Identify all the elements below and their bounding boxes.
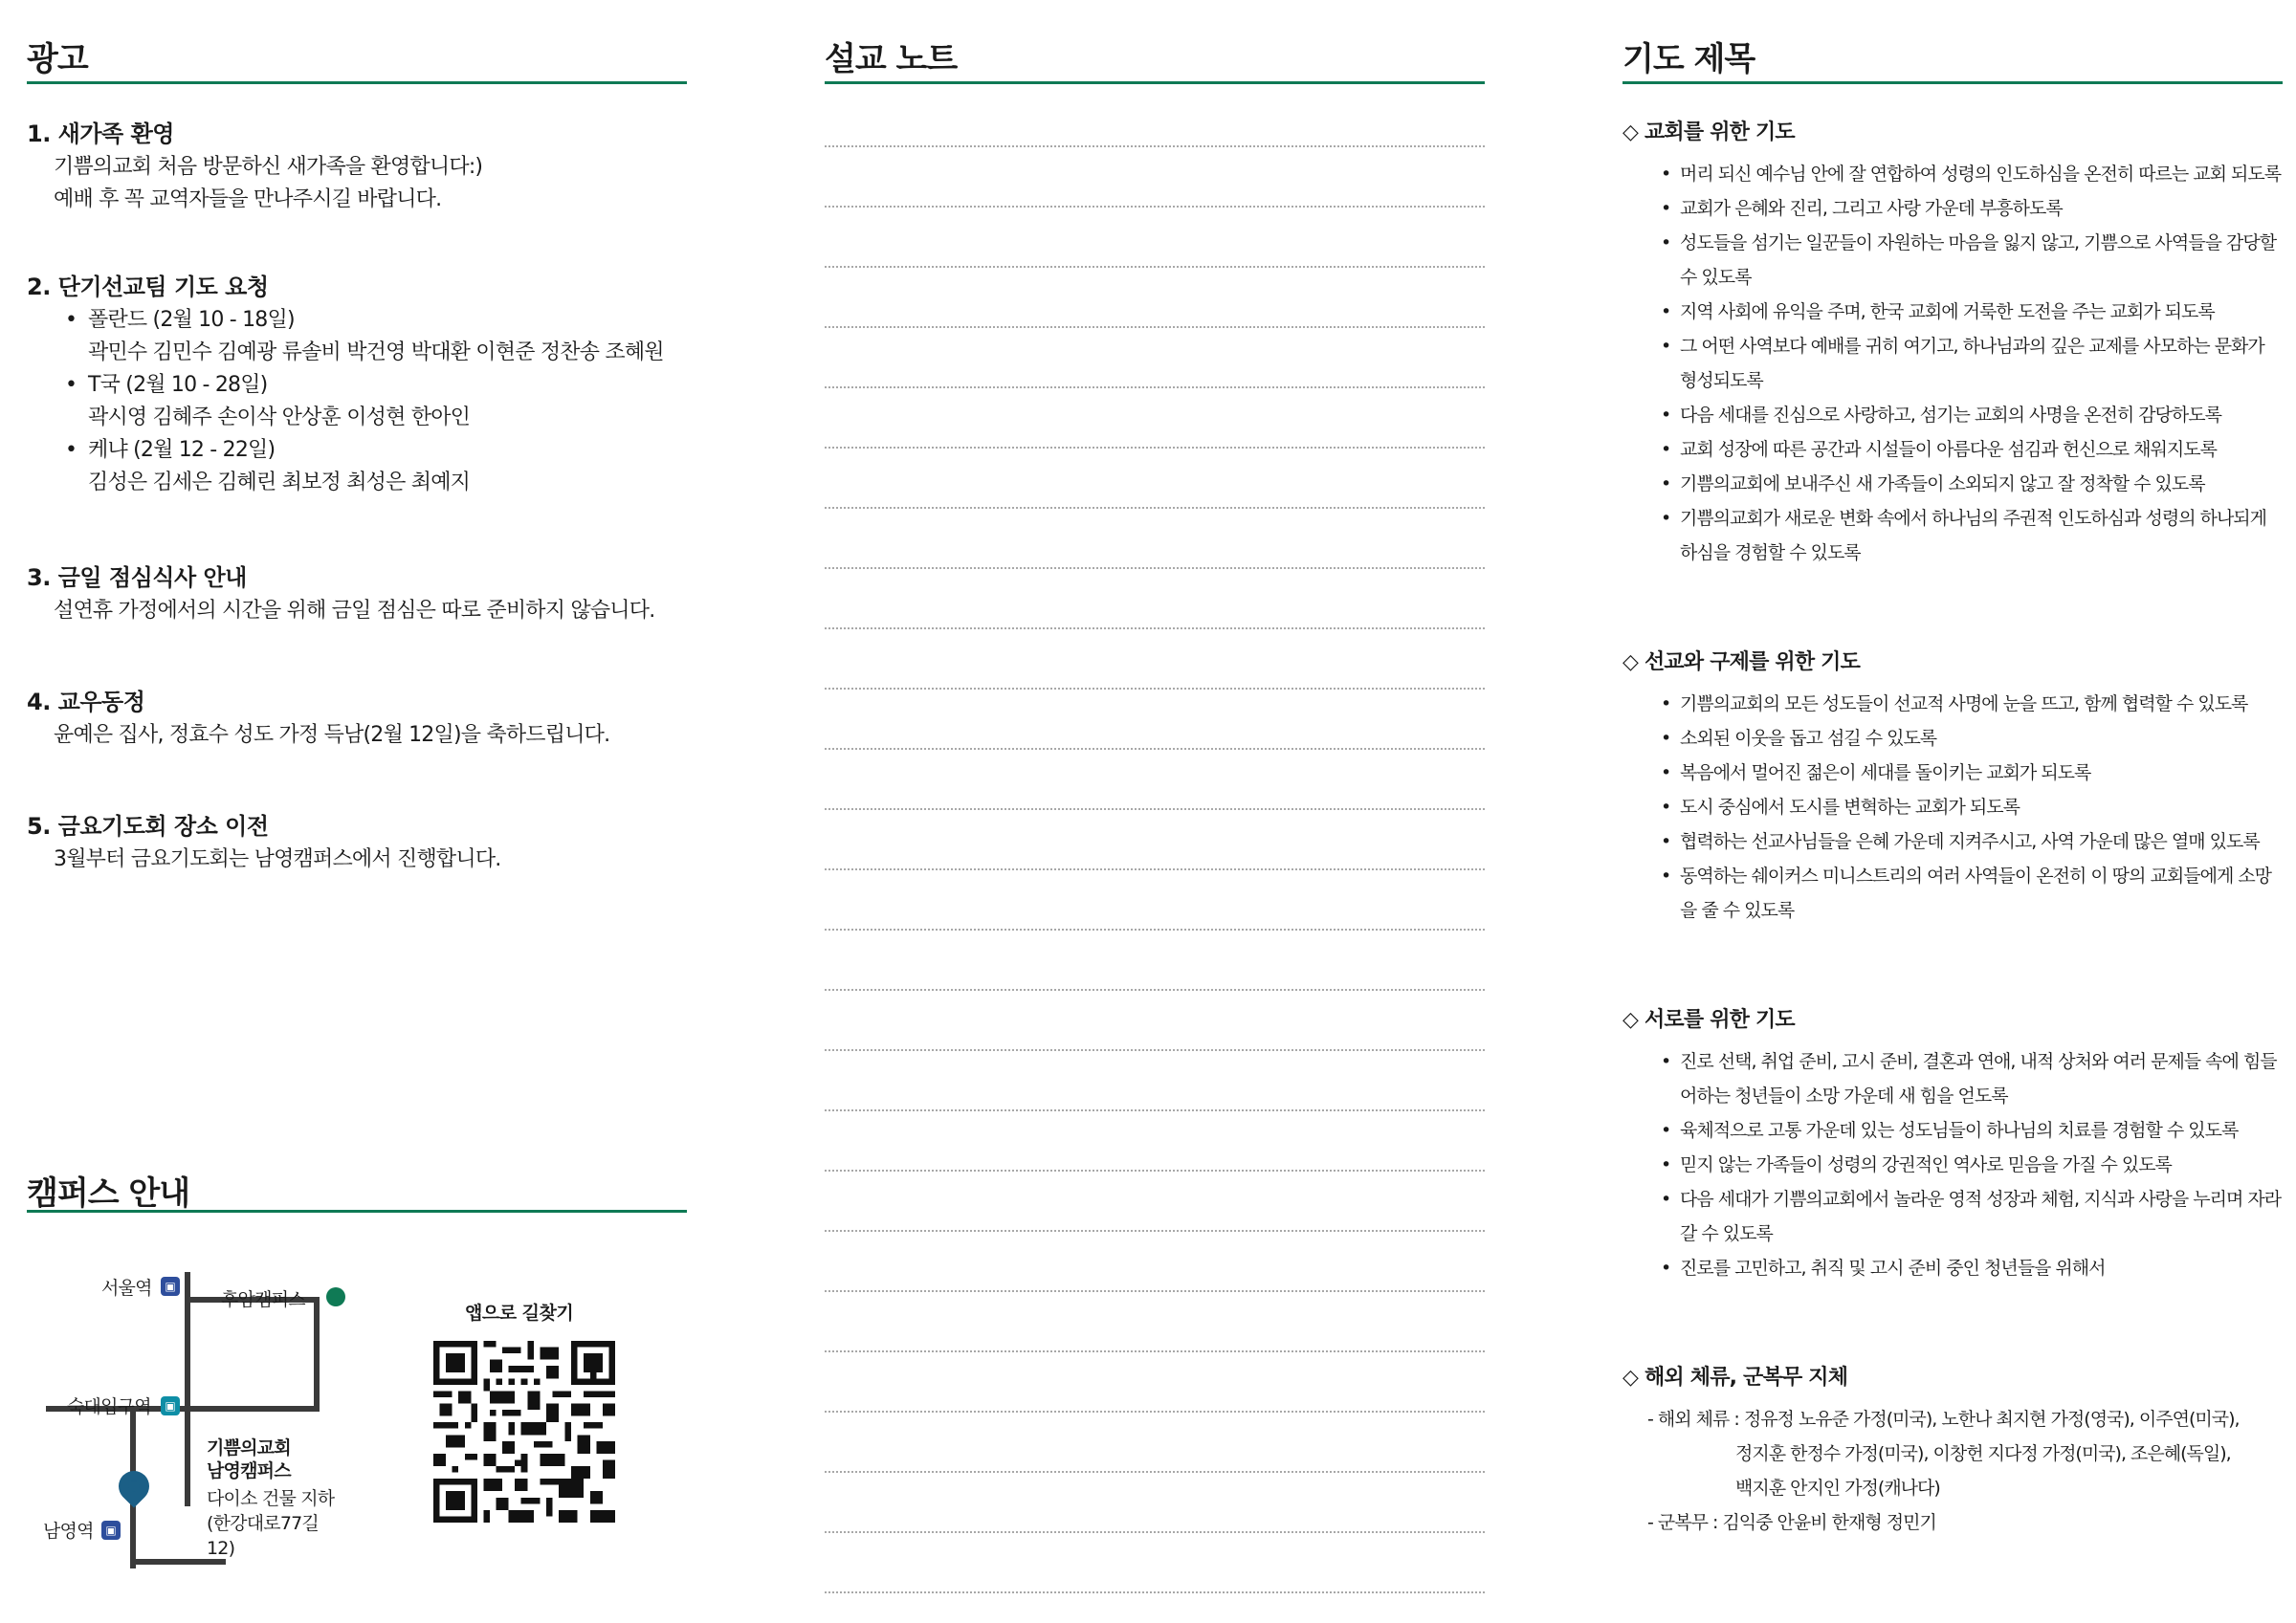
prayer-section-head: ◇ 교회를 위한 기도 bbox=[1623, 121, 1795, 144]
note-line[interactable] bbox=[825, 1350, 1485, 1352]
ads-title: 광고 bbox=[27, 0, 687, 84]
prayer-item: • 도시 중심에서 도시를 변혁하는 교회가 되도록 bbox=[1661, 790, 2283, 824]
note-line[interactable] bbox=[825, 386, 1485, 388]
note-line[interactable] bbox=[825, 447, 1485, 449]
prayer-section-mission bbox=[1623, 647, 2283, 928]
prayer-item: • 기쁨의교회가 새로운 변화 속에서 하나님의 주권적 인도하심과 성령의 하나되게 하심을 경험할 수 있도록 bbox=[1661, 501, 2283, 570]
note-line[interactable] bbox=[825, 688, 1485, 690]
mission-names: 김성은 김세은 김혜린 최보정 최성은 최예지 bbox=[88, 471, 471, 494]
ad-line: 기쁨의교회 처음 방문하신 새가족을 환영합니다:) bbox=[54, 155, 483, 179]
prayer-section-overseas bbox=[1623, 1362, 2283, 1540]
prayer-item: • 머리 되신 예수님 안에 잘 연합하여 성령의 인도하심을 온전히 따르는 교회 되도록 bbox=[1661, 157, 2283, 191]
note-line[interactable] bbox=[825, 1531, 1485, 1533]
station-label-namyoung: 남영역 bbox=[43, 1521, 94, 1542]
overseas-label: - 해외 체류 : bbox=[1647, 1409, 1744, 1430]
church-name-line: 남영캠퍼스 bbox=[207, 1460, 291, 1481]
station-label-seoul: 서울역 bbox=[101, 1278, 152, 1299]
prayer-item: • 복음에서 멀어진 젊은이 세대를 돌이키는 교회가 되도록 bbox=[1661, 756, 2283, 790]
note-line[interactable] bbox=[825, 989, 1485, 991]
ad-title: 5. 금요기도회 장소 이전 bbox=[27, 813, 269, 840]
mission-team bbox=[65, 434, 687, 499]
prayer-column bbox=[1623, 0, 2283, 1623]
prayer-item: • 그 어떤 사역보다 예배를 귀히 여기고, 하나님과의 깊은 교제를 사모하는 문화가 형성되도록 bbox=[1661, 329, 2283, 398]
mission-head: • T국 (2월 10 - 28일) bbox=[88, 373, 268, 397]
prayer-item: • 교회가 은혜와 진리, 그리고 사랑 가운데 부흥하도록 bbox=[1661, 191, 2283, 226]
prayer-item: • 육체적으로 고통 가운데 있는 성도님들이 하나님의 치료를 경험할 수 있도록 bbox=[1661, 1113, 2283, 1148]
note-line[interactable] bbox=[825, 1411, 1485, 1413]
map-road bbox=[314, 1297, 320, 1412]
mission-head: • 폴란드 (2월 10 - 18일) bbox=[88, 308, 295, 332]
train-icon: ▣ bbox=[101, 1521, 121, 1540]
note-line[interactable] bbox=[825, 1471, 1485, 1473]
prayer-list bbox=[1623, 1044, 2283, 1285]
prayer-item: • 다음 세대가 기쁨의교회에서 놀라운 영적 성장과 체험, 지식과 사랑을 누리며 자라갈 수 있도록 bbox=[1661, 1182, 2283, 1251]
note-line[interactable] bbox=[825, 929, 1485, 931]
prayer-title: 기도 제목 bbox=[1623, 0, 2283, 84]
prayer-item: • 협력하는 선교사님들을 은혜 가운데 지켜주시고, 사역 가운데 많은 열매 있도록 bbox=[1661, 824, 2283, 859]
overseas-line: 정유정 노유준 가정(미국), 노한나 최지현 가정(영국), 이주연(미국), bbox=[1743, 1409, 2240, 1430]
ad-line: 윤예은 집사, 정효수 성도 가정 득남(2월 12일)을 축하드립니다. bbox=[54, 723, 610, 747]
station-label-sookmyung: 숙대입구역 bbox=[67, 1396, 151, 1417]
prayer-list bbox=[1623, 687, 2283, 928]
prayer-item: • 소외된 이웃을 돕고 섬길 수 있도록 bbox=[1661, 721, 2283, 756]
prayer-item: • 기쁨의교회에 보내주신 새 가족들이 소외되지 않고 잘 정착할 수 있도록 bbox=[1661, 467, 2283, 501]
prayer-item: • 믿지 않는 가족들이 성령의 강권적인 역사로 믿음을 가질 수 있도록 bbox=[1661, 1148, 2283, 1182]
note-line[interactable] bbox=[825, 1109, 1485, 1111]
ad-line: 예배 후 꼭 교역자들을 만나주시길 바랍니다. bbox=[54, 187, 442, 211]
ad-title: 4. 교우동정 bbox=[27, 689, 145, 715]
ads-column bbox=[27, 0, 687, 1623]
military-line: 김익중 안윤비 한재형 정민기 bbox=[1722, 1512, 1936, 1533]
mission-list bbox=[27, 304, 687, 499]
mission-names: 곽시영 김혜주 손이삭 안상훈 이성현 한아인 bbox=[88, 406, 471, 429]
prayer-section-head: ◇ 해외 체류, 군복무 지체 bbox=[1623, 1366, 1848, 1390]
prayer-item: • 성도들을 섬기는 일꾼들이 자원하는 마음을 잃지 않고, 기쁨으로 사역들을 감당할 수 있도록 bbox=[1661, 226, 2283, 295]
prayer-item: • 기쁨의교회의 모든 성도들이 선교적 사명에 눈을 뜨고, 함께 협력할 수 있도록 bbox=[1661, 687, 2283, 721]
note-line[interactable] bbox=[825, 507, 1485, 509]
ad-item-lunch bbox=[27, 560, 687, 627]
train-icon: ▣ bbox=[161, 1277, 180, 1296]
mission-head: • 케냐 (2월 12 - 22일) bbox=[88, 438, 276, 462]
ad-item-mission-team bbox=[27, 270, 687, 499]
other-campus-label: 후암캠퍼스 bbox=[221, 1289, 305, 1310]
note-line[interactable] bbox=[825, 1170, 1485, 1172]
note-line[interactable] bbox=[825, 326, 1485, 328]
note-line[interactable] bbox=[825, 145, 1485, 147]
prayer-item: • 교회 성장에 따른 공간과 시설들이 아름다운 섬김과 헌신으로 채워지도록 bbox=[1661, 432, 2283, 467]
prayer-section-head: ◇ 선교와 구제를 위한 기도 bbox=[1623, 650, 1861, 674]
qr-label: 앱으로 길찾기 bbox=[465, 1303, 574, 1324]
campus-map bbox=[27, 1253, 438, 1568]
ad-item-friday-prayer bbox=[27, 809, 687, 876]
note-line[interactable] bbox=[825, 627, 1485, 629]
overseas-line: 정지훈 한정수 가정(미국), 이창헌 지다정 가정(미국), 조은혜(독일), bbox=[1735, 1443, 2231, 1464]
note-line[interactable] bbox=[825, 266, 1485, 268]
campus-marker-icon bbox=[326, 1287, 345, 1306]
prayer-item: • 지역 사회에 유익을 주며, 한국 교회에 거룩한 도전을 주는 교회가 되도록 bbox=[1661, 295, 2283, 329]
ad-title: 1. 새가족 환영 bbox=[27, 121, 174, 147]
note-line[interactable] bbox=[825, 1591, 1485, 1593]
prayer-list bbox=[1623, 157, 2283, 570]
prayer-section-head: ◇ 서로를 위한 기도 bbox=[1623, 1008, 1795, 1032]
mission-team bbox=[65, 369, 687, 434]
note-line[interactable] bbox=[825, 567, 1485, 569]
mission-names: 곽민수 김민수 김예광 류솔비 박건영 박대환 이현준 정찬송 조혜원 bbox=[88, 340, 664, 364]
ad-item-congregation-news bbox=[27, 685, 687, 752]
ad-title: 3. 금일 점심식사 안내 bbox=[27, 564, 247, 591]
prayer-item: • 진로 선택, 취업 준비, 고시 준비, 결혼과 연애, 내적 상처와 여러 문제들 속에 힘들어하는 청년들이 소망 가운데 새 힘을 얻도록 bbox=[1661, 1044, 2283, 1113]
church-address: 다이소 건물 지하 (한강대로77길 12) bbox=[207, 1488, 335, 1559]
ad-line: 3월부터 금요기도회는 남영캠퍼스에서 진행합니다. bbox=[54, 847, 501, 871]
note-line[interactable] bbox=[825, 868, 1485, 870]
prayer-item: • 진로를 고민하고, 취직 및 고시 준비 중인 청년들을 위해서 bbox=[1661, 1251, 2283, 1285]
overseas-line: 백지훈 안지인 가정(캐나다) bbox=[1735, 1478, 1940, 1499]
ad-title: 2. 단기선교팀 기도 요청 bbox=[27, 274, 269, 300]
note-line[interactable] bbox=[825, 1290, 1485, 1292]
notes-title: 설교 노트 bbox=[825, 0, 1485, 84]
church-name-line: 기쁨의교회 bbox=[207, 1437, 291, 1459]
note-line[interactable] bbox=[825, 1230, 1485, 1232]
ad-line: 설연휴 가정에서의 시간을 위해 금일 점심은 따로 준비하지 않습니다. bbox=[54, 599, 655, 623]
military-label: - 군복무 : bbox=[1647, 1512, 1723, 1533]
mission-team bbox=[65, 304, 687, 369]
prayer-item: • 동역하는 쉐이커스 미니스트리의 여러 사역들이 온전히 이 땅의 교회들에게 소망을 줄 수 있도록 bbox=[1661, 859, 2283, 928]
prayer-item: • 다음 세대를 진심으로 사랑하고, 섬기는 교회의 사명을 온전히 감당하도록 bbox=[1661, 398, 2283, 432]
campus-title: 캠퍼스 안내 bbox=[27, 1129, 687, 1213]
note-line[interactable] bbox=[825, 748, 1485, 750]
prayer-section-church bbox=[1623, 117, 2283, 570]
overseas-list bbox=[1623, 1402, 2283, 1540]
qr-code-icon[interactable] bbox=[433, 1341, 615, 1523]
note-line[interactable] bbox=[825, 206, 1485, 208]
map-road bbox=[185, 1272, 190, 1506]
note-line[interactable] bbox=[825, 1049, 1485, 1051]
sermon-notes-column bbox=[825, 0, 1485, 1623]
ad-item-new-family bbox=[27, 117, 687, 216]
train-icon: ▣ bbox=[161, 1396, 180, 1415]
note-line[interactable] bbox=[825, 808, 1485, 810]
campus-guide bbox=[27, 1129, 687, 1559]
location-pin-icon bbox=[112, 1464, 155, 1507]
prayer-section-each-other bbox=[1623, 1004, 2283, 1285]
